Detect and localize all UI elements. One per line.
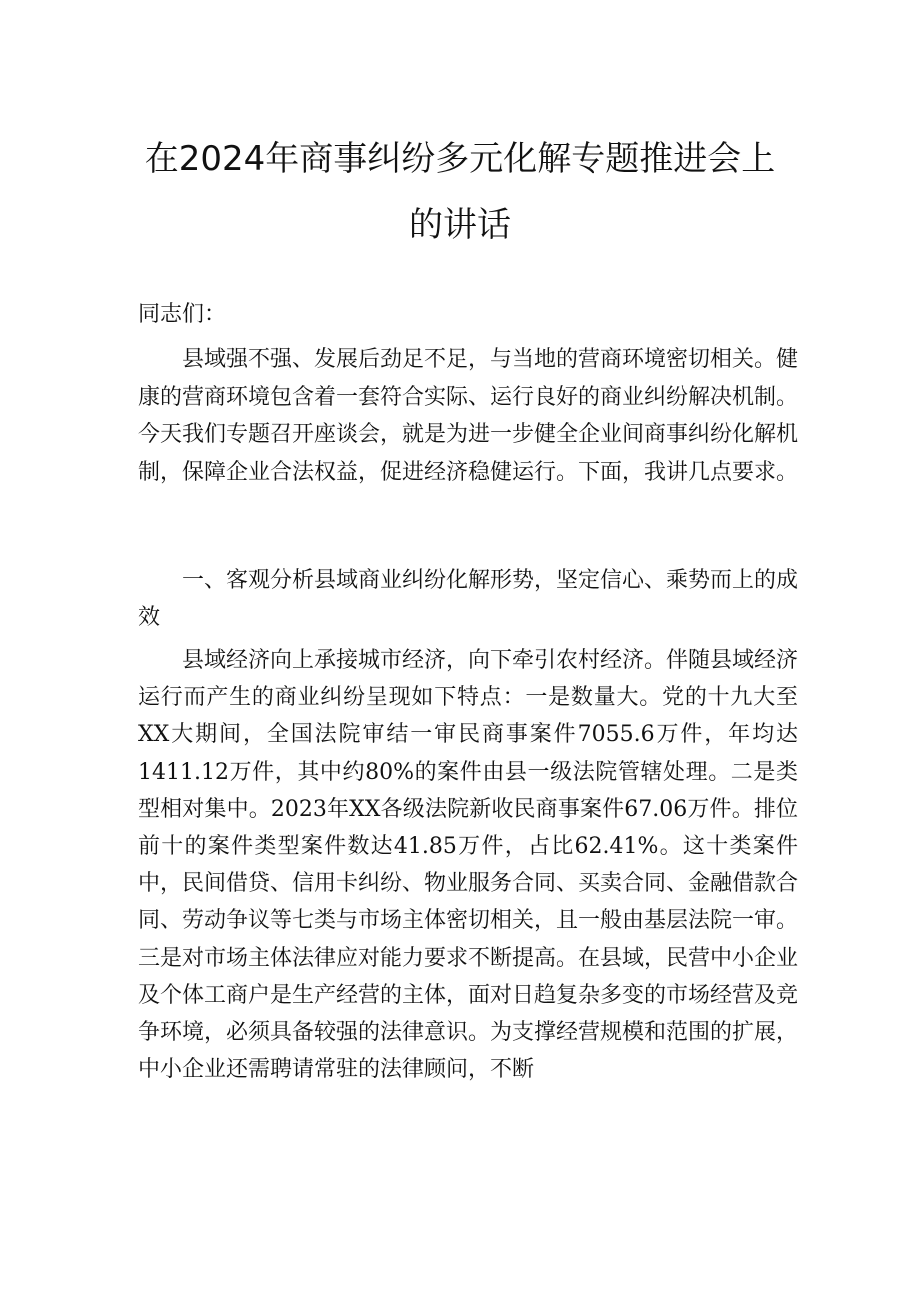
salutation: 同志们： (138, 302, 227, 327)
paragraph-intro: 县域强不强、发展后劲足不足，与当地的营商环境密切相关。健康的营商环境包含着一套符合实际、运行良好的商业纠纷解决机制。今天我们专题召开座谈会，就是为进一步健全企业间商事纠纷化解机制，保障企业合法权益，促进经济稳健运行。下面，我讲几点要求。 (138, 347, 799, 485)
paragraph-section-1: 县域经济向上承接城市经济，向下牵引农村经济。伴随县域经济运行而产生的商业纠纷呈现如下特点：一是数量大。党的十九大至XX大期间，全国法院审结一审民商事案件7055.6万件，年均达1411.12万件，其中约80%的案件由县一级法院管辖处理。二是类型相对集中。2023年XX各级法院新收民商事案件67.06万件。排位前十的案件类型案件数达41.85万件，占比62.41%。这十类案件中，民间借贷、信用卡纠纷、物业服务合同、买卖合同、金融借款合同、劳动争议等七类与市场主体密切相关，且一般由基层法院一审。三是对市场主体法律应对能力要求不断提高。在县域，民营中小企业及个体工商户是生产经营的主体，面对日趋复杂多变的市场经营及竞争环境，必须具备较强的法律意识。为支撑经营规模和范围的扩展，中小企业还需聘请常驻的法律顾问，不断 (138, 648, 799, 1083)
document-title-line-2: 的讲话 (409, 205, 511, 245)
section-heading-1: 一、客观分析县域商业纠纷化解形势，坚定信心、乘势而上的成效 (138, 568, 799, 630)
document-title-line-1: 在2024年商事纠纷多元化解专题推进会上 (144, 139, 776, 179)
